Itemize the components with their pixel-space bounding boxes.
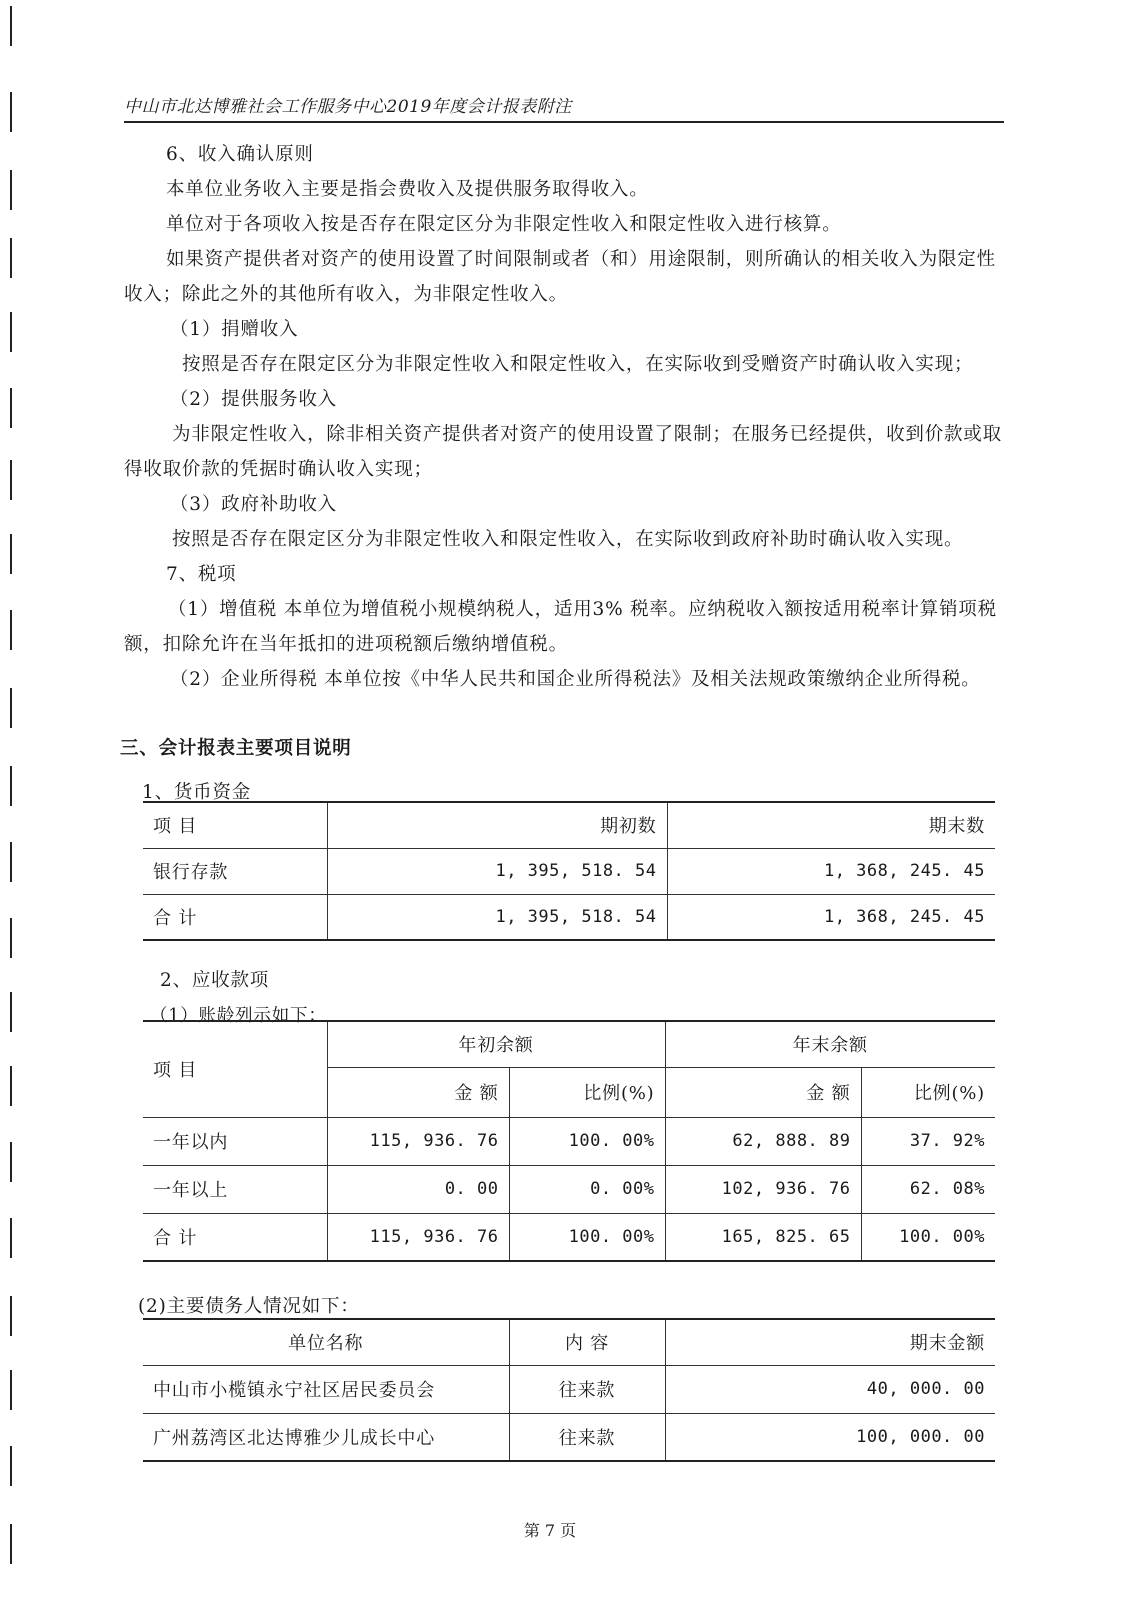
table-cell: 1, 395, 518. 54: [327, 848, 667, 894]
table-cell: 往来款: [509, 1365, 665, 1413]
table-row: [143, 1213, 995, 1261]
revenue-sub3-text: 按照是否存在限定区分为非限定性收入和限定性收入，在实际收到政府补助时确认收入实现。: [172, 529, 964, 550]
table-header-cell: 年末余额: [665, 1021, 995, 1067]
table-header-cell: 期初数: [327, 802, 667, 848]
table-row: [143, 1365, 995, 1413]
table-cell: 广州荔湾区北达博雅少儿成长中心: [143, 1413, 509, 1461]
table-cell: 100, 000. 00: [856, 1426, 985, 1447]
table-row: [143, 1117, 995, 1165]
binder-mark: [10, 688, 12, 728]
receivables-title: 2、应收款项: [160, 970, 270, 991]
cash-table: [143, 801, 995, 941]
binder-mark: [10, 388, 12, 428]
revenue-sub2-text: 为非限定性收入，除非相关资产提供者对资产的使用设置了限制；在服务已经提供，收到价款或取得收取价款的凭据时确认收入实现；: [124, 424, 1002, 480]
table-header-cell: 比例(%): [861, 1067, 995, 1117]
binder-mark: [10, 918, 12, 958]
table-cell: 100. 00%: [899, 1226, 985, 1247]
table-cell: 100. 00%: [509, 1117, 665, 1165]
table-header-cell: 项 目: [143, 802, 327, 848]
binder-mark: [10, 312, 12, 352]
binder-mark: [10, 1446, 12, 1486]
revenue-p1: 本单位业务收入主要是指会费收入及提供服务取得收入。: [166, 179, 649, 200]
table-cell: 1, 368, 245. 45: [823, 906, 985, 927]
tax-vat: （1）增值税 本单位为增值税小规模纳税人，适用3% 税率。应纳税收入额按适用税率计算销项税额，扣除允许在当年抵扣的进项税额后缴纳增值税。: [124, 599, 997, 655]
binder-mark: [10, 460, 12, 500]
binder-mark: [10, 170, 12, 210]
table-row: [143, 894, 995, 940]
table-cell: 1, 368, 245. 45: [667, 848, 995, 894]
binder-mark: [10, 992, 12, 1032]
table-cell: 一年以上: [143, 1165, 327, 1213]
table-cell: 0. 00: [327, 1165, 509, 1213]
binder-mark: [10, 534, 12, 574]
table-header-cell: 单位名称: [143, 1319, 509, 1365]
revenue-p2: 单位对于各项收入按是否存在限定区分为非限定性收入和限定性收入进行核算。: [166, 214, 842, 235]
table-cell: 100. 00%: [509, 1213, 665, 1261]
binder-mark: [10, 766, 12, 806]
table-cell: 中山市小榄镇永宁社区居民委员会: [143, 1365, 509, 1413]
table-cell: 37. 92%: [861, 1117, 995, 1165]
table-cell: 合 计: [143, 894, 327, 940]
table-cell: 银行存款: [143, 848, 327, 894]
binder-mark: [10, 92, 12, 132]
table-header-cell: 金 额: [665, 1067, 861, 1117]
page-number: 第 7 页: [523, 1521, 577, 1540]
table-header-row: [143, 1319, 995, 1365]
revenue-sub1-text: 按照是否存在限定区分为非限定性收入和限定性收入，在实际收到受赠资产时确认收入实现；: [182, 354, 974, 375]
aging-title: （1）账龄列示如下：: [150, 1006, 327, 1026]
binder-mark: [10, 610, 12, 650]
revenue-sub3: （3）政府补助收入: [170, 494, 337, 515]
table-cell: 62, 888. 89: [665, 1117, 861, 1165]
table-cell: 115, 936. 76: [327, 1213, 509, 1261]
page-header: 中山市北达博雅社会工作服务中心2019年度会计报表附注: [124, 92, 1004, 123]
section-heading: 三、会计报表主要项目说明: [120, 738, 352, 759]
table-header-cell: 年初余额: [327, 1021, 665, 1067]
tax-heading: 7、税项: [166, 564, 237, 585]
revenue-sub2: （2）提供服务收入: [170, 389, 337, 410]
table-cell: 62. 08%: [861, 1165, 995, 1213]
cash-title: 1、货币资金: [142, 782, 252, 803]
table-cell: 115, 936. 76: [327, 1117, 509, 1165]
table-header-cell: 期末金额: [665, 1319, 995, 1365]
binder-mark: [10, 238, 12, 278]
table-cell: 102, 936. 76: [665, 1165, 861, 1213]
table-cell: 往来款: [509, 1413, 665, 1461]
revenue-p3: 如果资产提供者对资产的使用设置了时间限制或者（和）用途限制，则所确认的相关收入为限定性收入；除此之外的其他所有收入，为非限定性收入。: [124, 249, 996, 305]
binder-mark: [10, 1370, 12, 1410]
table-row: [143, 1413, 995, 1461]
binder-mark: [10, 1218, 12, 1258]
tax-cit: （2）企业所得税 本单位按《中华人民共和国企业所得税法》及相关法规政策缴纳企业所得税。: [170, 669, 981, 690]
revenue-section: [124, 137, 1004, 697]
aging-table: [143, 1020, 995, 1262]
binder-mark: [10, 6, 12, 46]
table-row: [143, 1165, 995, 1213]
debtors-title: (2)主要债务人情况如下：: [138, 1296, 360, 1317]
binder-mark: [10, 1296, 12, 1336]
table-cell: 40, 000. 00: [665, 1365, 995, 1413]
binder-mark: [10, 842, 12, 882]
table-header-cell: 金 额: [327, 1067, 509, 1117]
table-cell: 165, 825. 65: [665, 1213, 861, 1261]
binder-mark: [10, 1066, 12, 1106]
table-header-cell: 期末数: [667, 802, 995, 848]
table-cell: 0. 00%: [509, 1165, 665, 1213]
binder-mark: [10, 1142, 12, 1182]
table-cell: 1, 395, 518. 54: [327, 894, 667, 940]
revenue-heading: 6、收入确认原则: [166, 144, 314, 165]
table-cell: 一年以内: [143, 1117, 327, 1165]
table-header-row: [143, 802, 995, 848]
table-header-cell: 项 目: [143, 1021, 327, 1117]
table-header-cell: 内 容: [509, 1319, 665, 1365]
debtors-table: [143, 1318, 995, 1462]
table-header-cell: 比例(%): [509, 1067, 665, 1117]
table-cell: 合 计: [143, 1213, 327, 1261]
revenue-sub1: （1）捐赠收入: [170, 319, 299, 340]
table-header-row: [143, 1021, 995, 1067]
table-row: [143, 848, 995, 894]
